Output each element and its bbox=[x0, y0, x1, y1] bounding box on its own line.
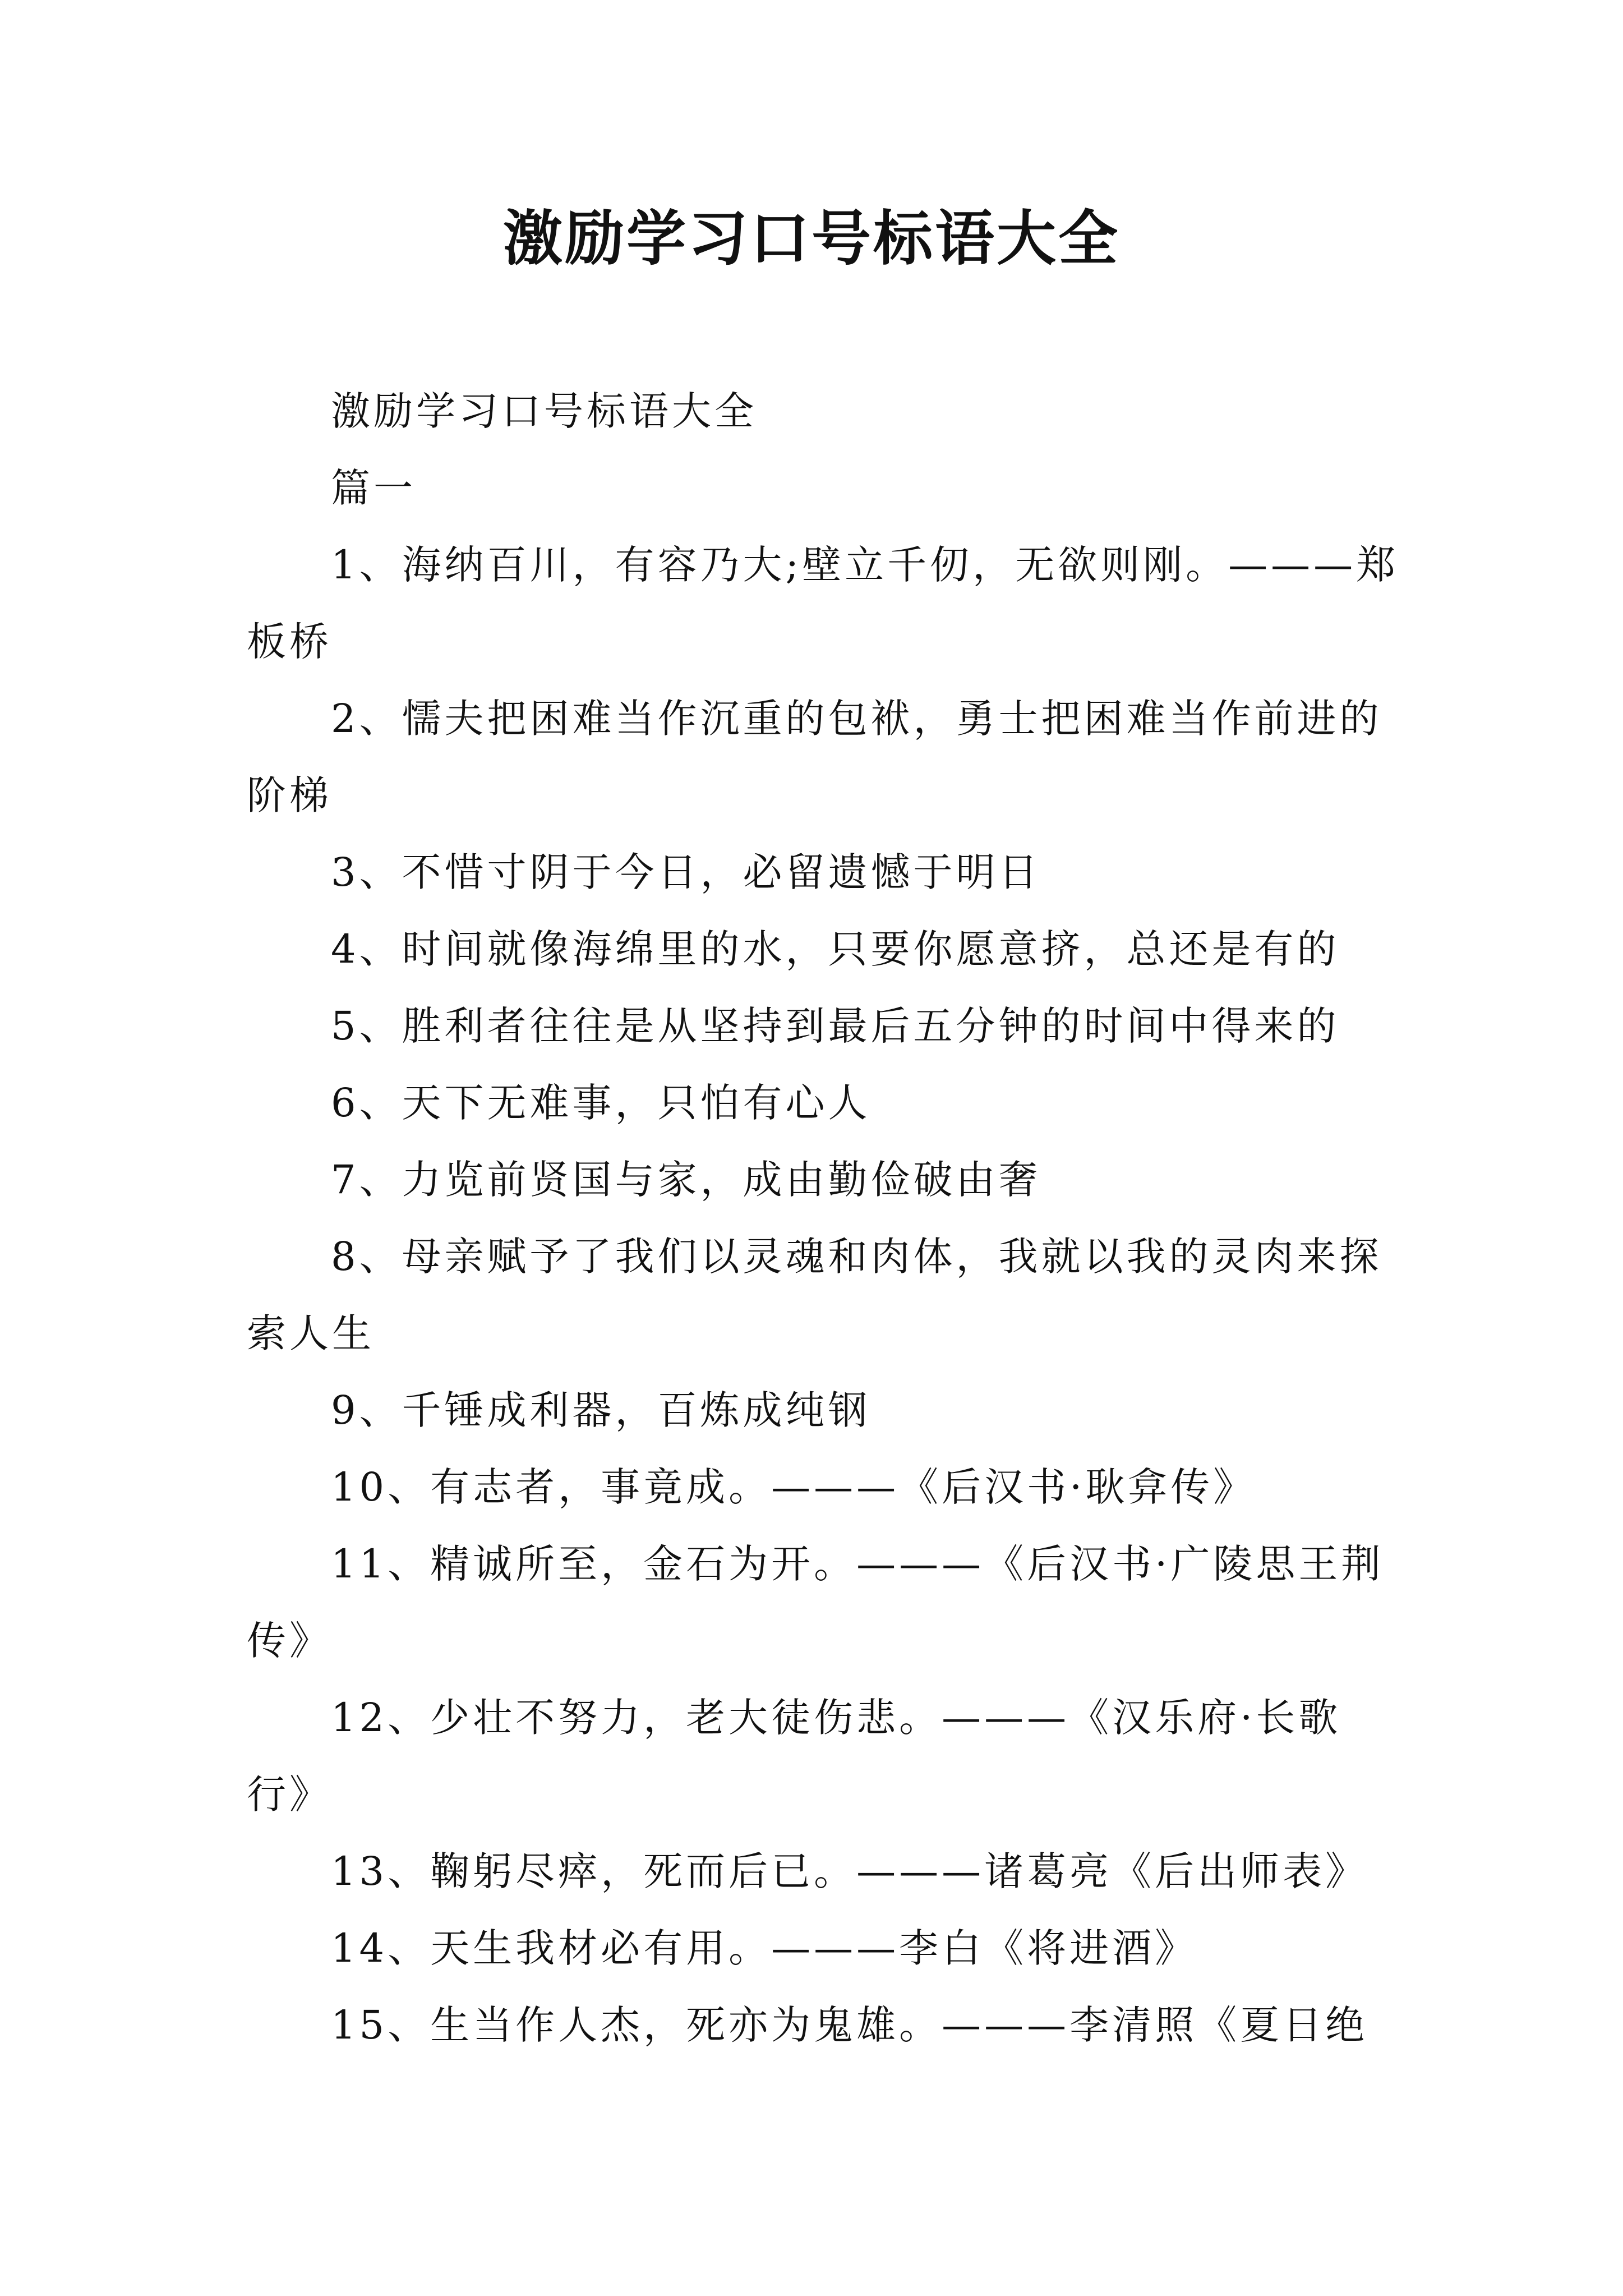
slogan-item: 2、懦夫把困难当作沉重的包袱，勇士把困难当作前进的阶梯 bbox=[247, 696, 1382, 818]
paragraph-subtitle: 激励学习口号标语大全 bbox=[331, 388, 757, 434]
slogan-item: 7、力览前贤国与家，成由勤俭破由奢 bbox=[331, 1157, 1041, 1203]
slogan-item: 12、少壮不努力，老大徒伤悲。———《汉乐府·长歌行》 bbox=[247, 1695, 1341, 1818]
slogan-item: 5、胜利者往往是从坚持到最后五分钟的时间中得来的 bbox=[331, 1003, 1340, 1049]
paragraph-section-heading: 篇一 bbox=[331, 465, 416, 511]
slogan-item: 13、鞠躬尽瘁，死而后已。———诸葛亮《后出师表》 bbox=[331, 1848, 1368, 1894]
slogan-item: 14、天生我材必有用。———李白《将进酒》 bbox=[331, 1925, 1198, 1971]
slogan-item: 1、海纳百川，有容乃大;壁立千仞，无欲则刚。———郑板桥 bbox=[247, 542, 1399, 665]
slogan-item: 10、有志者，事竟成。———《后汉书·耿弇传》 bbox=[331, 1464, 1256, 1510]
document-body bbox=[247, 373, 1402, 2064]
slogan-item: 3、不惜寸阴于今日，必留遗憾于明日 bbox=[331, 849, 1041, 895]
slogan-item: 4、时间就像海绵里的水，只要你愿意挤，总还是有的 bbox=[331, 926, 1340, 972]
slogan-item: 9、千锤成利器，百炼成纯钢 bbox=[331, 1387, 871, 1433]
slogan-item: 6、天下无难事，只怕有心人 bbox=[331, 1080, 871, 1126]
slogan-item: 15、生当作人杰，死亦为鬼雄。———李清照《夏日绝 bbox=[331, 2002, 1368, 2048]
slogan-item: 11、精诚所至，金石为开。———《后汉书·广陵思王荆传》 bbox=[247, 1541, 1384, 1664]
slogan-item: 8、母亲赋予了我们以灵魂和肉体，我就以我的灵肉来探索人生 bbox=[247, 1234, 1382, 1356]
document-title: 激励学习口号标语大全 bbox=[503, 203, 1120, 273]
